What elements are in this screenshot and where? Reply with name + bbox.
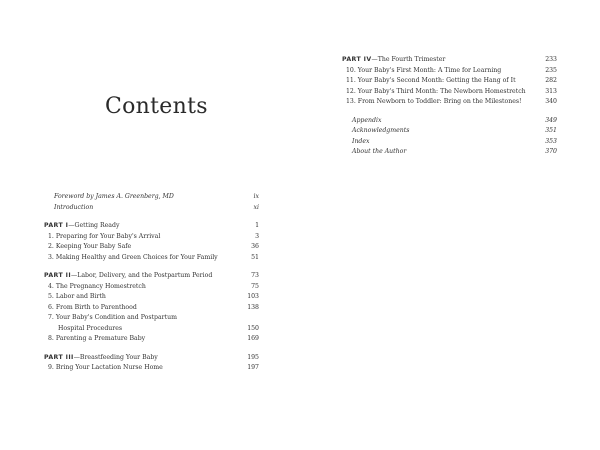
part-number: PART III — [44, 353, 74, 361]
toc-chapter[interactable] — [342, 97, 557, 108]
entry-page: 233 — [545, 56, 557, 63]
toc-entry-foreword[interactable] — [44, 192, 259, 203]
part-title: —Labor, Delivery, and the Postpartum Period — [71, 272, 213, 279]
entry-label: 4. The Pregnancy Homestretch — [48, 282, 146, 290]
entry-page: 103 — [247, 293, 259, 300]
toc-part-2[interactable] — [44, 271, 259, 282]
toc-chapter[interactable] — [342, 87, 557, 98]
toc-entry-index[interactable] — [342, 137, 557, 148]
toc-chapter[interactable] — [342, 66, 557, 77]
entry-page: 370 — [545, 148, 557, 155]
part-number: PART IV — [342, 56, 372, 63]
entry-label: 3. Making Healthy and Green Choices for Your Family — [48, 253, 218, 261]
entry-label: 8. Parenting a Premature Baby — [48, 335, 146, 342]
entry-label: Index — [352, 137, 370, 145]
toc-chapter-continuation[interactable] — [44, 324, 259, 335]
entry-page: xi — [253, 203, 259, 211]
entry-label: 11. Your Baby's Second Month: Getting the Hang of It — [346, 77, 516, 84]
entry-page: 138 — [247, 303, 259, 311]
entry-page: ix — [253, 193, 259, 200]
toc-chapter[interactable] — [44, 292, 259, 303]
toc-chapter[interactable] — [44, 313, 259, 324]
part-number: PART II — [44, 272, 72, 279]
toc-chapter[interactable] — [44, 303, 259, 314]
entry-page: 3 — [255, 232, 259, 240]
entry-page: 235 — [545, 66, 557, 74]
entry-page: 353 — [545, 137, 557, 145]
toc-entry-introduction[interactable] — [44, 203, 259, 214]
toc-chapter[interactable] — [44, 232, 259, 243]
entry-label: 7. Your Baby's Condition and Postpartum — [48, 314, 177, 321]
entry-label: 5. Labor and Birth — [48, 293, 106, 300]
toc-chapter[interactable] — [44, 242, 259, 253]
toc-part-3[interactable] — [44, 353, 259, 364]
part-title: —Getting Ready — [68, 222, 120, 229]
entry-label: 9. Bring Your Lactation Nurse Home — [48, 364, 163, 371]
toc-left-column — [44, 192, 259, 374]
entry-page: 75 — [251, 282, 259, 290]
entry-page: 73 — [251, 272, 259, 279]
toc-part-4[interactable] — [342, 55, 557, 66]
entry-label: About the Author — [352, 148, 407, 155]
entry-page: 282 — [545, 77, 557, 84]
entry-page: 195 — [247, 353, 259, 361]
entry-label: Introduction — [54, 203, 94, 211]
entry-label: 2. Keeping Your Baby Safe — [48, 243, 132, 250]
entry-page: 1 — [255, 222, 259, 229]
entry-label: 1. Preparing for Your Baby's Arrival — [48, 232, 161, 240]
part-title: —Breastfeeding Your Baby — [73, 353, 158, 361]
entry-label: 6. From Birth to Parenthood — [48, 303, 137, 311]
toc-chapter[interactable] — [342, 76, 557, 87]
toc-entry-about-author[interactable] — [342, 147, 557, 158]
toc-chapter[interactable] — [44, 334, 259, 345]
toc-part-1[interactable] — [44, 221, 259, 232]
entry-page: 197 — [247, 364, 259, 371]
entry-page: 349 — [545, 116, 557, 124]
entry-label: Hospital Procedures — [58, 324, 123, 332]
toc-chapter[interactable] — [44, 363, 259, 374]
part-number: PART I — [44, 222, 69, 229]
entry-label: Acknowledgments — [352, 127, 410, 134]
page-title: Contents — [105, 94, 208, 119]
toc-right-column — [342, 55, 557, 158]
entry-label: Foreword by James A. Greenberg, MD — [54, 193, 174, 200]
entry-page: 36 — [251, 243, 259, 250]
entry-label: 10. Your Baby's First Month: A Time for Learning — [346, 66, 502, 74]
entry-page: 351 — [545, 127, 557, 134]
entry-label: Appendix — [352, 116, 382, 124]
entry-page: 169 — [247, 335, 259, 342]
entry-page: 150 — [247, 324, 259, 332]
entry-page: 313 — [545, 87, 557, 95]
entry-label: 13. From Newborn to Toddler: Bring on the Milestones! — [346, 98, 522, 105]
toc-chapter[interactable] — [44, 282, 259, 293]
entry-label: 12. Your Baby's Third Month: The Newborn Homestretch — [346, 87, 526, 95]
toc-entry-acknowledgments[interactable] — [342, 126, 557, 137]
part-title: —The Fourth Trimester — [371, 56, 446, 63]
entry-page: 51 — [251, 253, 259, 261]
toc-entry-appendix[interactable] — [342, 116, 557, 127]
entry-page: 340 — [545, 98, 557, 105]
toc-chapter[interactable] — [44, 253, 259, 264]
